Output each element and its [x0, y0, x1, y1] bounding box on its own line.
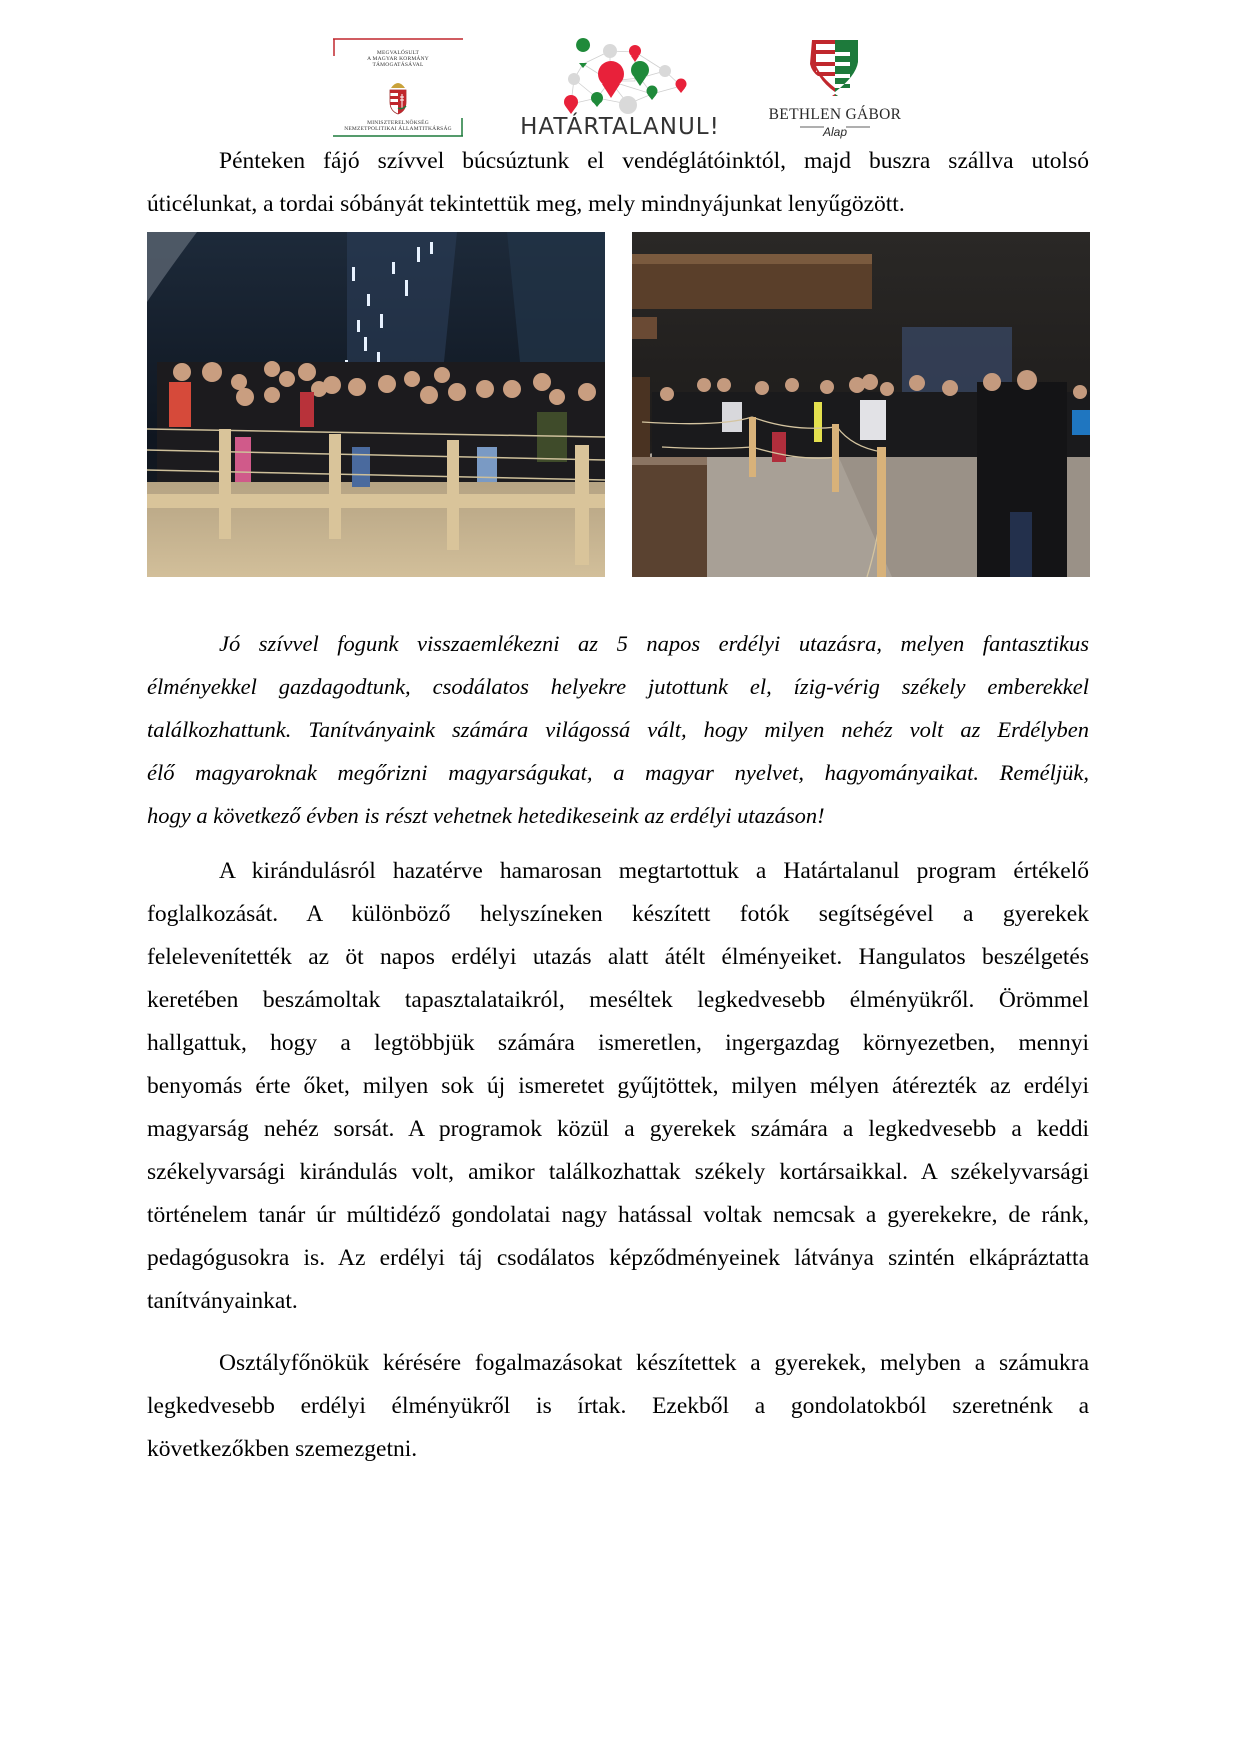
text-line: következőkben szemezgetni.: [147, 1436, 418, 1462]
text-line: hallgattuk, hogy a legtöbbjük számára ismeretlen, ingergazdag környezetben, mennyi: [147, 1030, 1089, 1056]
hatartalanul-logo: [517, 36, 723, 142]
text-line: pedagógusokra is. Az erdélyi táj csodálatos képződményeinek látványa szintén elkápráztatta: [147, 1245, 1089, 1271]
text-line: [147, 850, 1089, 893]
paragraph-intro: [147, 140, 1089, 226]
balloon-network-icon: [517, 36, 723, 116]
text-line: úticélunkat, a tordai sóbányát tekintettük meg, mely mindnyájunkat lenyűgözött.: [147, 191, 905, 217]
text-line: történelem tanár úr múltidéző gondolatai nagy hatással voltak nemcsak a gyerekekre, de ránk,: [147, 1202, 1089, 1228]
photo-illustration: [147, 232, 605, 577]
text-span: Pénteken fájó szívvel búcsúztunk el vendéglátóinktól, majd buszra szállva utolsó: [219, 148, 1089, 174]
text-line: [147, 140, 1089, 183]
text-span: A kirándulásról hazatérve hamarosan megtartottuk a Határtalanul program értékelő: [219, 858, 1089, 884]
text-line: [147, 622, 1089, 665]
photo-illustration: [632, 232, 1090, 577]
text-span: Osztályfőnökük kérésére fogalmazásokat készítettek a gyerekek, melyben a számukra: [219, 1350, 1089, 1376]
text-line: élményekkel gazdagodtunk, csodálatos helyekre jutottunk el, ízig-vérig székely emberekkel: [147, 674, 1089, 699]
bethlen-gabor-alap-logo: [760, 36, 910, 142]
text-line: élő magyaroknak megőrizni magyarságukat, a magyar nyelvet, hagyományaikat. Reméljük,: [147, 760, 1089, 785]
paragraph-essays: [147, 1342, 1089, 1471]
text-line: találkozhattunk. Tanítványaink számára világossá vált, hogy milyen nehéz volt az Erdélyben: [147, 717, 1089, 742]
text-line: székelyvarsági kirándulás volt, amikor találkozhattak székely kortársaikkal. A székelyvarsági: [147, 1159, 1089, 1185]
text-line: hogy a következő évben is részt vehetnek hetedikeseink az erdélyi utazáson!: [147, 803, 825, 828]
text-line: tanítványainkat.: [147, 1288, 298, 1314]
gov-logo-line: A MAGYAR KORMÁNY: [367, 56, 429, 62]
gov-logo-line: MINISZTERELNÖKSÉG: [367, 120, 429, 126]
coat-of-arms-icon: [390, 83, 406, 114]
gov-logo-line: NEMZETPOLITIKAI ÁLLAMTITKÁRSÁG: [344, 126, 452, 132]
paragraph-reflection: [147, 622, 1089, 837]
text-span: Jó szívvel fogunk visszaemlékezni az 5 napos erdélyi utazásra, melyen fantasztikus: [219, 631, 1089, 656]
bethlen-gabor-wordmark: BETHLEN GÁBOR: [768, 106, 902, 123]
text-line: [147, 1342, 1089, 1385]
balloon-markers: [564, 38, 687, 114]
text-line: foglalkozását. A különböző helyszíneken készített fotók segítségével a gyerekek: [147, 901, 1089, 927]
text-line: felelevenítették az öt napos erdélyi utazás alatt átélt élményeiket. Hangulatos beszélgetés: [147, 944, 1089, 970]
hatartalanul-wordmark: HATÁRTALANUL!: [520, 114, 720, 140]
gov-logo-line: MEGVALÓSULT: [376, 50, 420, 56]
shield-icon: [760, 36, 910, 106]
government-support-logo: [333, 38, 463, 137]
paragraph-evaluation: [147, 850, 1089, 1323]
gov-logo-line: TÁMOGATÁSÁVAL: [372, 62, 424, 68]
text-line: magyarság nehéz sorsát. A programok közül a gyerekek számára a legkedvesebb a keddi: [147, 1116, 1089, 1142]
gov-logo-top-text: [333, 50, 463, 68]
group-photo-salt-mine-exhibit: [632, 232, 1090, 577]
text-line: legkedvesebb erdélyi élményükről is írtak. Ezekből a gondolatokból szeretnénk a: [147, 1393, 1089, 1419]
gov-logo-bottom-text: [333, 120, 463, 132]
group-photo-salt-mine-railing: [147, 232, 605, 577]
text-line: keretében beszámoltak tapasztalataikról, meséltek legkedvesebb élményükről. Örömmel: [147, 987, 1089, 1013]
text-line: benyomás érte őket, milyen sok új ismeretet gyűjtöttek, milyen mélyen átérezték az erdélyi: [147, 1073, 1089, 1099]
alap-subtitle: Alap: [822, 125, 848, 139]
